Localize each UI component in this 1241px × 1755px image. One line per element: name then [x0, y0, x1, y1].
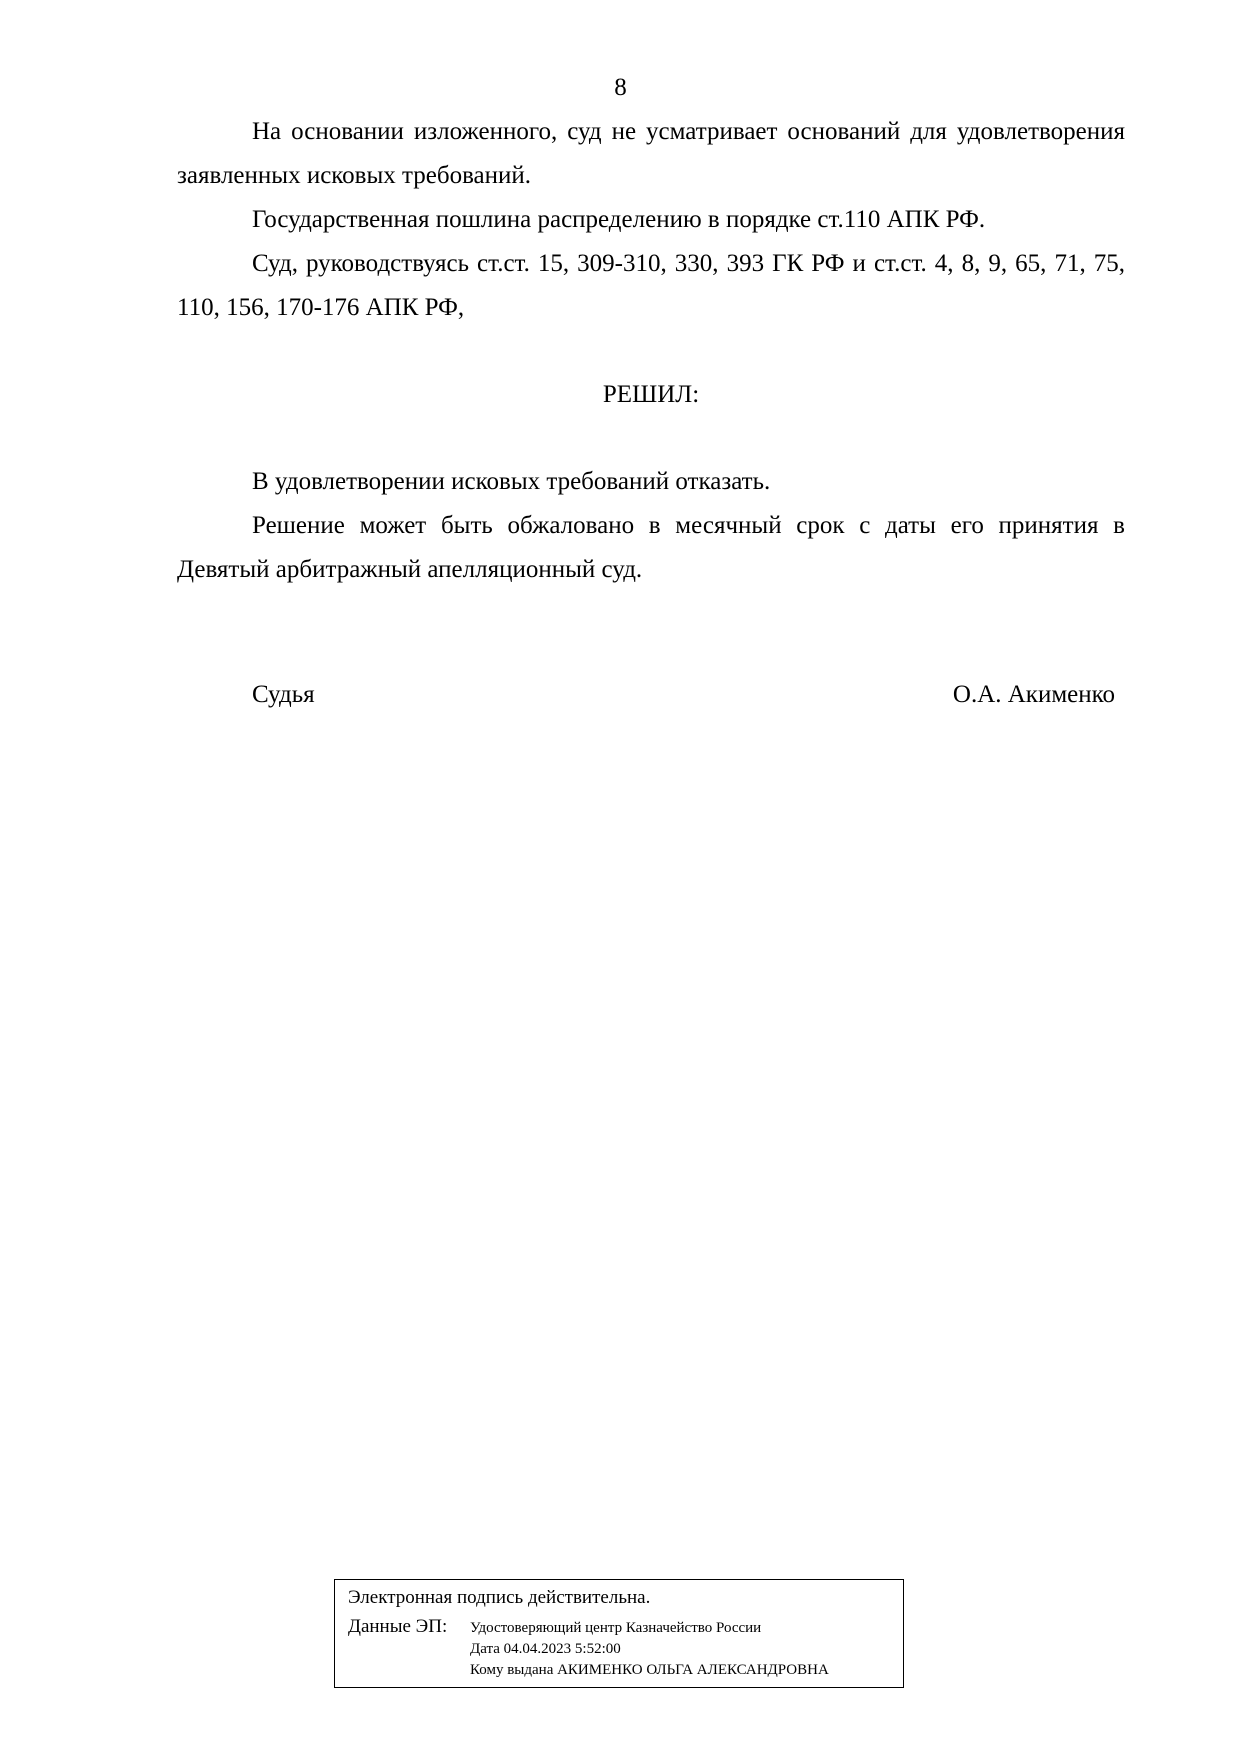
esign-details — [470, 1618, 829, 1681]
spacer — [177, 417, 1125, 460]
esign-center: Удостоверяющий центр Казначейство России — [470, 1620, 762, 1636]
esign-title: Электронная подпись действительна. — [348, 1587, 651, 1608]
paragraph-state-fee: Государственная пошлина распределению в порядке ст.110 АПК РФ. — [252, 206, 986, 233]
esign-date: Дата 04.04.2023 5:52:00 — [470, 1641, 621, 1657]
esign-label: Данные ЭП: — [348, 1616, 448, 1637]
paragraph-grounds: На основании изложенного, суд не усматривает оснований для удовлетворения заявленных исковых требований. — [177, 118, 1125, 189]
document-body — [177, 110, 1125, 592]
paragraph-appeal: Решение может быть обжаловано в месячный срок с даты его принятия в Девятый арбитражный апелляционный суд. — [177, 512, 1125, 583]
esign-issued-to: Кому выдана АКИМЕНКО ОЛЬГА АЛЕКСАНДРОВНА — [470, 1662, 829, 1678]
paragraph-ruling: В удовлетворении исковых требований отказать. — [252, 468, 771, 495]
electronic-signature-stamp — [334, 1579, 904, 1688]
spacer — [177, 330, 1125, 373]
paragraph-legal-basis: Суд, руководствуясь ст.ст. 15, 309-310, 330, 393 ГК РФ и ст.ст. 4, 8, 9, 65, 71, 75, 110, 156, 170-176 АПК РФ, — [177, 250, 1125, 321]
signature-role: Судья — [252, 681, 315, 708]
page-number: 8 — [614, 74, 627, 101]
decision-heading: РЕШИЛ: — [602, 381, 700, 408]
signature-name: О.А. Акименко — [952, 681, 1115, 708]
